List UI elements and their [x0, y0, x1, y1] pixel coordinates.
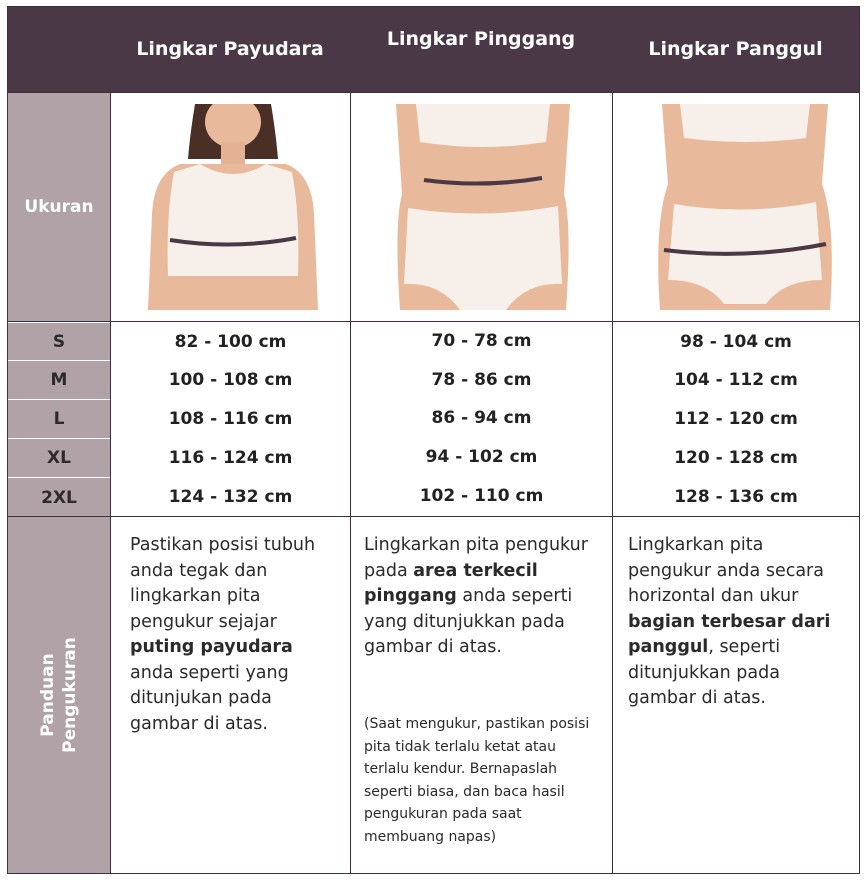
waist-guide-emphasis: area terkecil pinggang — [364, 560, 538, 606]
guide-label — [37, 637, 81, 753]
header-bust: Lingkar Payudara — [136, 38, 324, 60]
header-waist: Lingkar Pinggang — [386, 28, 576, 50]
size-m-label: M — [50, 370, 68, 390]
bust-value-xl: 116 - 124 cm — [168, 448, 293, 468]
header-row — [8, 7, 859, 92]
hip-guide-text-end: , seperti ditunjukkan pada gambar di atas. — [628, 637, 781, 708]
guide-label-line1: Panduan — [38, 653, 59, 737]
divider — [8, 321, 859, 322]
bust-guide-text-end: anda seperti yang ditunjukan pada gambar di atas. — [130, 662, 289, 734]
waist-guide — [364, 533, 590, 661]
size-l-label: L — [53, 409, 65, 429]
size-m-cell — [8, 360, 110, 399]
waist-value-xl: 94 - 102 cm — [425, 447, 538, 467]
divider — [350, 93, 351, 874]
size-chart — [7, 6, 860, 874]
divider — [612, 93, 613, 874]
bust-value-2xl: 124 - 132 cm — [168, 487, 293, 507]
waist-measure-image — [386, 104, 580, 310]
hip-value-l: 112 - 120 cm — [674, 409, 798, 429]
hip-guide-text: Lingkarkan pita pengukur anda secara horizontal dan ukur — [628, 535, 824, 606]
size-2xl-cell — [8, 477, 110, 517]
size-2xl-label: 2XL — [41, 487, 77, 508]
waist-guide-text-end: anda seperti yang ditunjukkan pada gambar di atas. — [364, 586, 573, 657]
divider — [8, 516, 859, 517]
hip-measure-image — [654, 104, 836, 310]
hip-guide — [628, 533, 846, 712]
size-s-cell — [8, 322, 110, 360]
size-label: Ukuran — [24, 197, 94, 217]
hip-value-s: 98 - 104 cm — [680, 332, 792, 352]
size-l-cell — [8, 399, 110, 438]
waist-value-s: 70 - 78 cm — [431, 331, 532, 351]
size-xl-cell — [8, 438, 110, 477]
divider — [110, 93, 111, 874]
header-hip: Lingkar Panggul — [648, 38, 823, 60]
size-xl-label: XL — [47, 448, 71, 468]
size-label-cell — [8, 93, 110, 321]
hip-guide-emphasis: bagian terbesar dari panggul — [628, 611, 831, 657]
waist-value-l: 86 - 94 cm — [431, 408, 532, 428]
waist-guide-text: Lingkarkan pita pengukur pada — [364, 535, 588, 581]
bust-value-m: 100 - 108 cm — [168, 370, 293, 390]
waist-value-m: 78 - 86 cm — [431, 370, 532, 390]
hip-value-2xl: 128 - 136 cm — [674, 487, 798, 507]
hip-value-xl: 120 - 128 cm — [674, 448, 798, 468]
hip-value-m: 104 - 112 cm — [674, 370, 798, 390]
bust-guide-text: Pastikan posisi tubuh anda tegak dan lingkarkan pita pengukur sejajar — [130, 535, 316, 632]
divider — [8, 92, 859, 93]
waist-guide-note: (Saat mengukur, pastikan posisi pita tidak terlalu ketat atau terlalu kendur. Bernapaslah seperti biasa, dan baca hasil pengukuran pada saat membuang napas) — [364, 716, 590, 845]
bust-value-s: 82 - 100 cm — [174, 332, 287, 352]
size-s-label: S — [52, 331, 66, 352]
guide-label-line2: Pengukuran — [60, 637, 81, 753]
guide-label-cell — [8, 517, 110, 873]
bust-guide-emphasis: puting payudara — [130, 637, 293, 657]
bust-guide — [130, 533, 330, 737]
bust-value-l: 108 - 116 cm — [168, 409, 293, 429]
waist-value-2xl: 102 - 110 cm — [419, 486, 544, 506]
bust-measure-image — [140, 104, 326, 310]
